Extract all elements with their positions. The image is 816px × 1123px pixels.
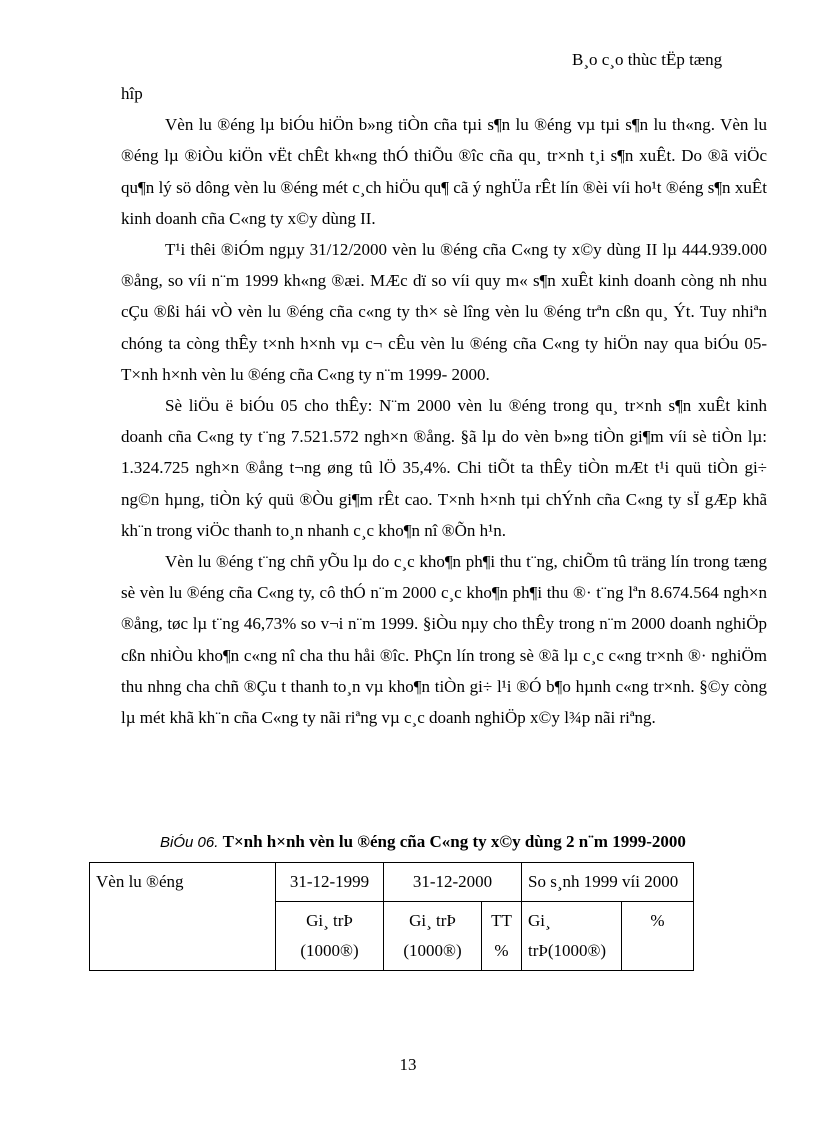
caption-label: BiÓu 06. — [160, 834, 219, 851]
paragraph: Vèn lu ®éng lµ biÓu hiÖn b»ng tiÒn cña tµi s¶n lu ®éng vµ tµi s¶n lu th«ng. Vèn lu ®éng lµ ®iÒu kiÖn vËt chÊt kh«ng thÓ thiÕu ®îc cña qu¸ tr×nh t¸i s¶n xuÊt. Do ®ã viÖc qu¶n lý sö dông vèn lu ®éng mét c¸ch hiÖu qu¶ cã ý nghÜa rÊt lín ®èi víi ho¹t ®éng s¶n xuÊt kinh doanh cña C«ng ty x©y dùng II. — [121, 115, 767, 228]
paragraph: Vèn lu ®éng t¨ng chñ yÕu lµ do c¸c kho¶n ph¶i thu t¨ng, chiÕm tû träng lín trong tæng sè vèn lu ®éng cña C«ng ty, cô thÓ n¨m 2000 c¸c kho¶n ph¶i thu ®· t¨ng lªn 8.674.564 ngh×n ®ång, tøc lµ t¨ng 46,73% so v¬i n¨m 1999. §iÒu nµy cho thÊy trong n¨m 2000 doanh nghiÖp cßn nhiÒu kho¶n c«ng nî cha thu håi ®îc. PhÇn lín trong sè ®ã lµ c¸c c«ng tr×nh ®· nghiÖm thu nhng cha chñ ®Çu t thanh to¸n vµ kho¶n tiÒn gi÷ l¹i ®Ó b¶o hµnh c«ng tr×nh. §©y còng lµ mét khã kh¨n cña C«ng ty nãi riªng vµ c¸c doanh nghiÖp x©y l¾p nãi riªng. — [121, 552, 767, 728]
body-text — [121, 78, 767, 733]
header-cell-compare: So s¸nh 1999 víi 2000 — [522, 863, 694, 902]
paragraph: Sè liÖu ë biÓu 05 cho thÊy: N¨m 2000 vèn lu ®éng trong qu¸ tr×nh s¶n xuÊt kinh doanh cña C«ng ty t¨ng 7.521.572 ngh×n ®ång. §ã lµ do vèn b»ng tiÒn gi¶m víi sè tiÒn lµ: 1.324.725 ngh×n ®ång t¬ng øng tû lÖ 35,4%. Chi tiÕt ta thÊy tiÒn mÆt t¹i quü tiÒn gi÷ ng©n hµng, tiÒn ký quü ®Òu gi¶m rÊt cao. T×nh h×nh tµi chÝnh cña C«ng ty sÏ gÆp khã kh¨n trong viÖc thanh to¸n nhanh c¸c kho¶n nî ®Õn h¹n. — [121, 396, 767, 540]
paragraph: T¹i thêi ®iÓm ngµy 31/12/2000 vèn lu ®éng cña C«ng ty x©y dùng II lµ 444.939.000 ®ång, so víi n¨m 1999 kh«ng ®æi. MÆc dï so víi quy m« s¶n xuÊt kinh doanh còng nh nhu cÇu ®ßi hái vÒ vèn lu ®éng cña c«ng ty th× sè lîng vèn lu ®éng trªn cßn qu¸ Ýt. Tuy nhiªn chóng ta còng thÊy t×nh h×nh vµ c¬ cÊu vèn lu ®éng cña C«ng ty hiÖn nay qua biÓu 05- T×nh h×nh vèn lu ®éng cña C«ng ty n¨m 1999- 2000. — [121, 240, 767, 384]
caption-title: T×nh h×nh vèn lu ®éng cña C«ng ty x©y dùng 2 n¨m 1999-2000 — [222, 832, 686, 851]
table-header-row — [90, 863, 694, 902]
subheader-compare-value: Gi¸ trÞ(1000®) — [522, 902, 622, 971]
subheader-value-1999: Gi¸ trÞ (1000®) — [276, 902, 384, 971]
subheader-value-2000: Gi¸ trÞ (1000®) — [384, 902, 482, 971]
subheader-tt: TT % — [482, 902, 522, 971]
subheader-percent: % — [622, 902, 694, 971]
header-cell-capital: Vèn lu ®éng — [90, 863, 276, 971]
working-capital-table — [89, 862, 694, 971]
page-number: 13 — [399, 1055, 417, 1074]
header-cell-1999: 31-12-1999 — [276, 863, 384, 902]
header-cell-2000: 31-12-2000 — [384, 863, 522, 902]
paragraph-continuation: hîp — [121, 84, 143, 103]
table-caption — [160, 832, 686, 852]
running-header: B¸o c¸o thùc tËp tæng — [572, 50, 723, 69]
